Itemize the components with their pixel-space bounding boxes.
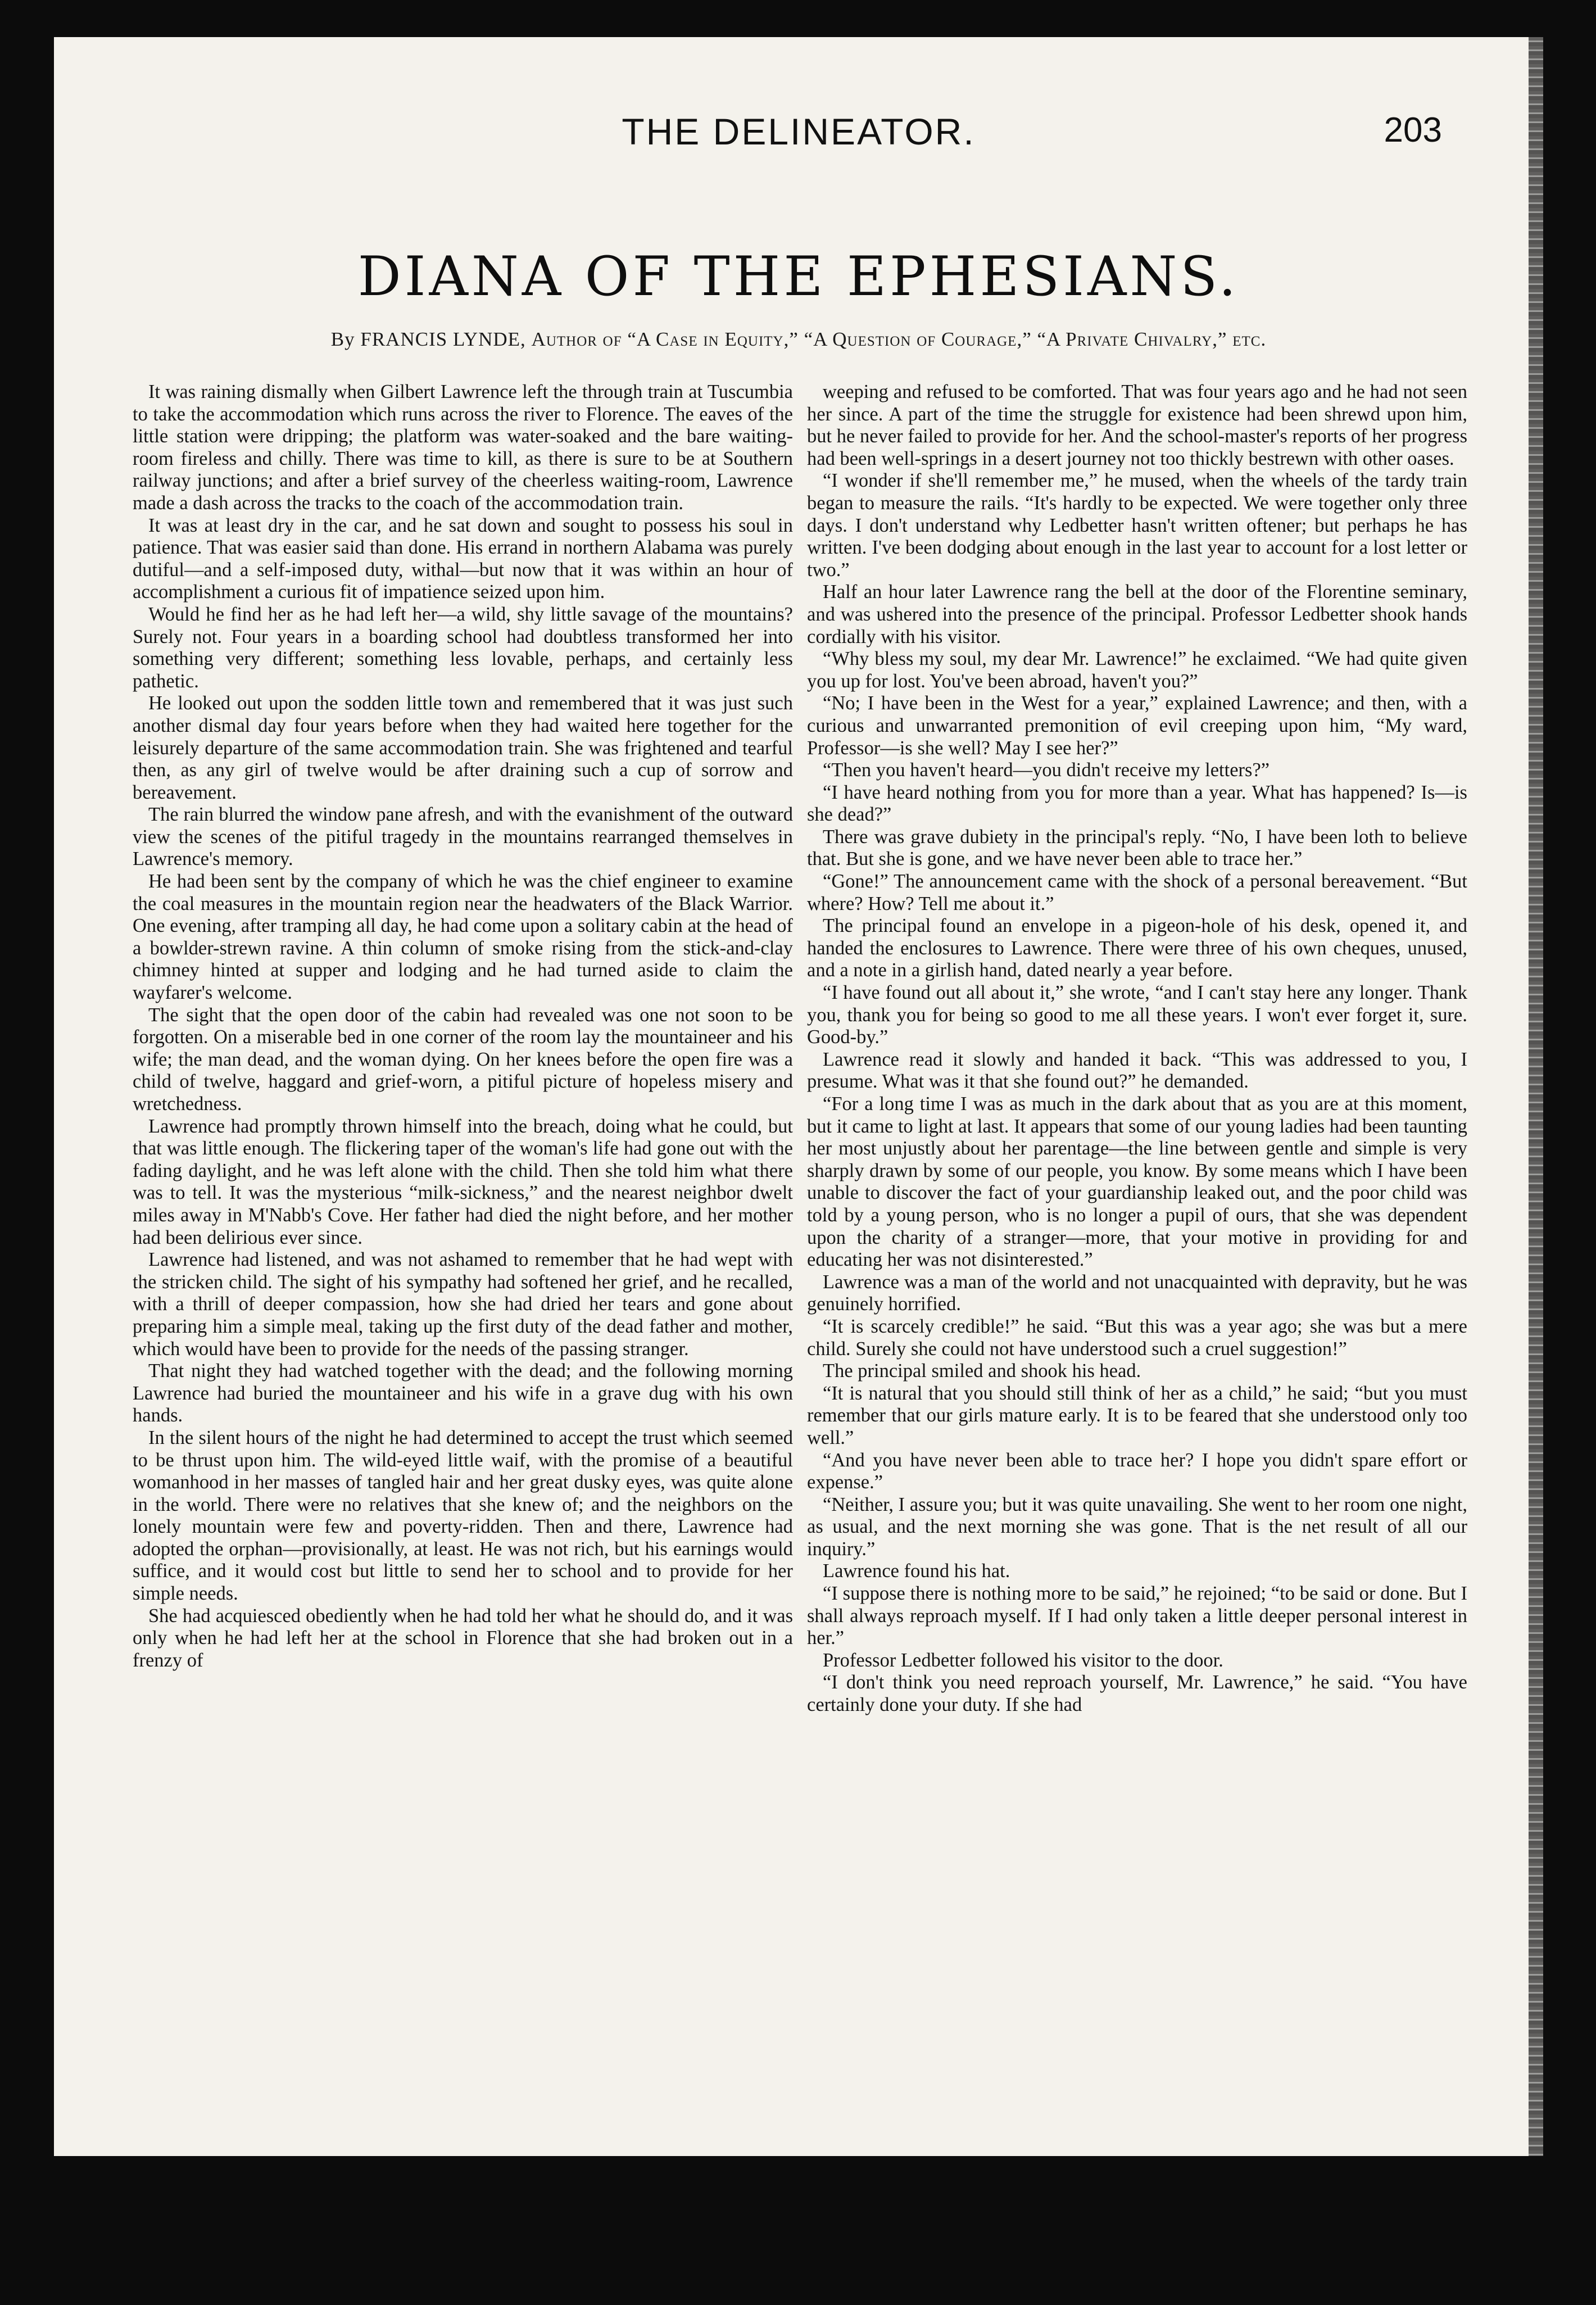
paragraph: The rain blurred the window pane afresh, and with the evanishment of the outward view the scenes of the pitiful tragedy in the mountains rearranged themselves in Lawrence's memory. <box>133 804 793 870</box>
byline-works: Author of “A Case in Equity,” “A Question of Courage,” “A Private Chivalry,” etc. <box>531 328 1267 350</box>
byline <box>138 328 1459 351</box>
paragraph: “It is scarcely credible!” he said. “But this was a year ago; she was but a mere child. Surely she could not have understood such a cruel suggestion!” <box>807 1315 1467 1360</box>
paragraph: “I suppose there is nothing more to be said,” he rejoined; “to be said or done. But I shall always reproach myself. If I had only taken a little deeper personal interest in her.” <box>807 1583 1467 1649</box>
paragraph: “And you have never been able to trace her? I hope you didn't spare effort or expense.” <box>807 1449 1467 1493</box>
paragraph: The principal found an envelope in a pigeon-hole of his desk, opened it, and handed the enclosures to Lawrence. There were three of his own cheques, unused, and a note in a girlish hand, dated nearly a year before. <box>807 915 1467 981</box>
paragraph: “I have heard nothing from you for more than a year. What has happened? Is—is she dead?” <box>807 781 1467 826</box>
paragraph: “I have found out all about it,” she wrote, “and I can't stay here any longer. Thank you, thank you for being so good to me all these years. I won't ever forget it, sure. Good-by.” <box>807 982 1467 1048</box>
paragraph: “I don't think you need reproach yourself, Mr. Lawrence,” he said. “You have certainly done your duty. If she had <box>807 1672 1467 1716</box>
paragraph: Lawrence found his hat. <box>823 1560 1010 1582</box>
page-number: 203 <box>1384 111 1442 150</box>
left-column <box>133 381 793 2101</box>
article-title: DIANA OF THE EPHESIANS. <box>357 245 1240 308</box>
page-header <box>54 110 1543 161</box>
right-column <box>807 381 1467 2101</box>
paragraph: There was grave dubiety in the principal's reply. “No, I have been loth to believe that. But she is gone, and we have never been able to trace her.” <box>807 826 1467 870</box>
paragraph: It was raining dismally when Gilbert Lawrence left the through train at Tuscumbia to take the accommodation which runs across the river to Florence. The eaves of the little station were dripping; the platform was water-soaked and the bare waiting-room fireless and chilly. There was time to kill, as there is sure to be at Southern railway junctions; and after a brief survey of the cheerless waiting-room, Lawrence made a dash across the tracks to the coach of the accommodation train. <box>133 381 793 514</box>
paragraph: The sight that the open door of the cabin had revealed was one not soon to be forgotten. On a miserable bed in one corner of the room lay the mountaineer and his wife; the man dead, and the woman dying. On her knees before the open fire was a child of twelve, haggard and grief-worn, a pitiful picture of hopeless misery and wretchedness. <box>133 1004 793 1115</box>
paragraph: He looked out upon the sodden little town and remembered that it was just such another dismal day four years before when they had waited here together for the leisurely departure of the same accommodation train. She was frightened and tearful then, as any girl of twelve would be after draining such a cup of sorrow and bereavement. <box>133 692 793 803</box>
paragraph: “I wonder if she'll remember me,” he mused, when the wheels of the tardy train began to measure the rails. “It's hardly to be expected. We were together only three days. I don't understand why Ledbetter hasn't written oftener; but perhaps he has written. I've been dodging about enough in the last year to account for a lost letter or two.” <box>807 470 1467 581</box>
paragraph: weeping and refused to be comforted. That was four years ago and he had not seen her since. A part of the time the struggle for existence had been shrewd upon him, but he never failed to provide for her. And the school-master's reports of her progress had been well-springs in a desert journey not too thickly bestrewn with other oases. <box>807 381 1467 469</box>
paragraph: “It is natural that you should still think of her as a child,” he said; “but you must remember that our girls mature early. It is to be feared that she understood only too well.” <box>807 1382 1467 1448</box>
paragraph: The principal smiled and shook his head. <box>823 1360 1141 1382</box>
paragraph: Lawrence was a man of the world and not unacquainted with depravity, but he was genuinely horrified. <box>807 1271 1467 1315</box>
paragraph: He had been sent by the company of which he was the chief engineer to examine the coal measures in the mountain region near the headwaters of the Black Warrior. One evening, after tramping all day, he had come upon a solitary cabin at the head of a bowlder-strewn ravine. A thin column of smoke rising from the stick-and-clay chimney hinted at supper and lodging and he had turned aside to claim the wayfarer's welcome. <box>133 871 793 1004</box>
paragraph: “For a long time I was as much in the dark about that as you are at this moment, but it came to light at last. It appears that some of our young ladies had been taunting her most unjustly about her parentage—the line between gentle and simple is very sharply drawn by some of our people, you know. By some means which I have been unable to discover the fact of your guardianship leaked out, and the poor child was told by a young person, who is no longer a pupil of ours, that she was dependent upon the charity of a stranger—more, that your motive in providing for and educating her was not disinterested.” <box>807 1093 1467 1271</box>
paragraph: It was at least dry in the car, and he sat down and sought to possess his soul in patience. That was easier said than done. His errand in northern Alabama was purely dutiful—and a self-imposed duty, withal—but now that it was within an hour of accomplishment a curious fit of impatience seized upon him. <box>133 514 793 603</box>
paragraph: Lawrence read it slowly and handed it back. “This was addressed to you, I presume. What was it that she found out?” he demanded. <box>807 1048 1467 1093</box>
paragraph: That night they had watched together with the dead; and the following morning Lawrence had buried the mountaineer and his wife in a grave dug with his own hands. <box>133 1360 793 1427</box>
paragraph: “No; I have been in the West for a year,” explained Lawrence; and then, with a curious and unwarranted premonition of evil creeping upon him, “My ward, Professor—is she well? May I see her?” <box>807 692 1467 759</box>
paragraph: “Gone!” The announcement came with the shock of a personal bereavement. “But where? How? Tell me about it.” <box>807 871 1467 914</box>
running-title: THE DELINEATOR. <box>622 111 976 152</box>
paragraph: Lawrence had promptly thrown himself into the breach, doing what he could, but that was little enough. The flickering taper of the woman's life had gone out with the fading daylight, and he was left alone with the child. Then she told him what there was to tell. It was the mysterious “milk-sickness,” and the nearest neighbor dwelt miles away in M'Nabb's Cove. Her father had died the night before, and her mother had been delirious ever since. <box>133 1115 793 1248</box>
paragraph: In the silent hours of the night he had determined to accept the trust which seemed to be thrust upon him. The wild-eyed little waif, with the promise of a beautiful womanhood in her masses of tangled hair and her great dusky eyes, was quite alone in the world. There were no relatives that she knew of; and the neighbors on the lonely mountain were few and poverty-ridden. Then and there, Lawrence had adopted the orphan—provisionally, at least. He was not rich, but his earnings would suffice, and it would cost but little to send her to school and to provide for her simple needs. <box>133 1427 793 1605</box>
byline-author: By FRANCIS LYNDE, <box>330 328 526 350</box>
paragraph: Professor Ledbetter followed his visitor to the door. <box>823 1649 1223 1671</box>
paragraph: She had acquiesced obediently when he had told her what he should do, and it was only when he had left her at the school in Florence that she had broken out in a frenzy of <box>133 1605 793 1671</box>
paragraph: Lawrence had listened, and was not ashamed to remember that he had wept with the stricken child. The sight of his sympathy had softened her grief, and he recalled, with a thrill of deeper compassion, how she had dried her tears and gone about preparing him a simple meal, taking up the first duty of the dead father and mother, which would have been to provide for the needs of the passing stranger. <box>133 1249 793 1360</box>
paragraph: Would he find her as he had left her—a wild, shy little savage of the mountains? Surely not. Four years in a boarding school had doubtless transformed her into something very different; something less lovable, perhaps, and certainly less pathetic. <box>133 603 793 692</box>
scan-edge <box>1529 37 1543 2156</box>
paragraph: “Then you haven't heard—you didn't receive my letters?” <box>823 759 1270 781</box>
paragraph: Half an hour later Lawrence rang the bell at the door of the Florentine seminary, and was ushered into the presence of the principal. Professor Ledbetter shook hands cordially with his visitor. <box>807 581 1467 647</box>
paragraph: “Neither, I assure you; but it was quite unavailing. She went to her room one night, as usual, and the next morning she was gone. That is the net result of all our inquiry.” <box>807 1493 1467 1560</box>
magazine-page <box>54 37 1543 2156</box>
paragraph: “Why bless my soul, my dear Mr. Lawrence!” he exclaimed. “We had quite given you up for lost. You've been abroad, haven't you?” <box>807 648 1467 692</box>
